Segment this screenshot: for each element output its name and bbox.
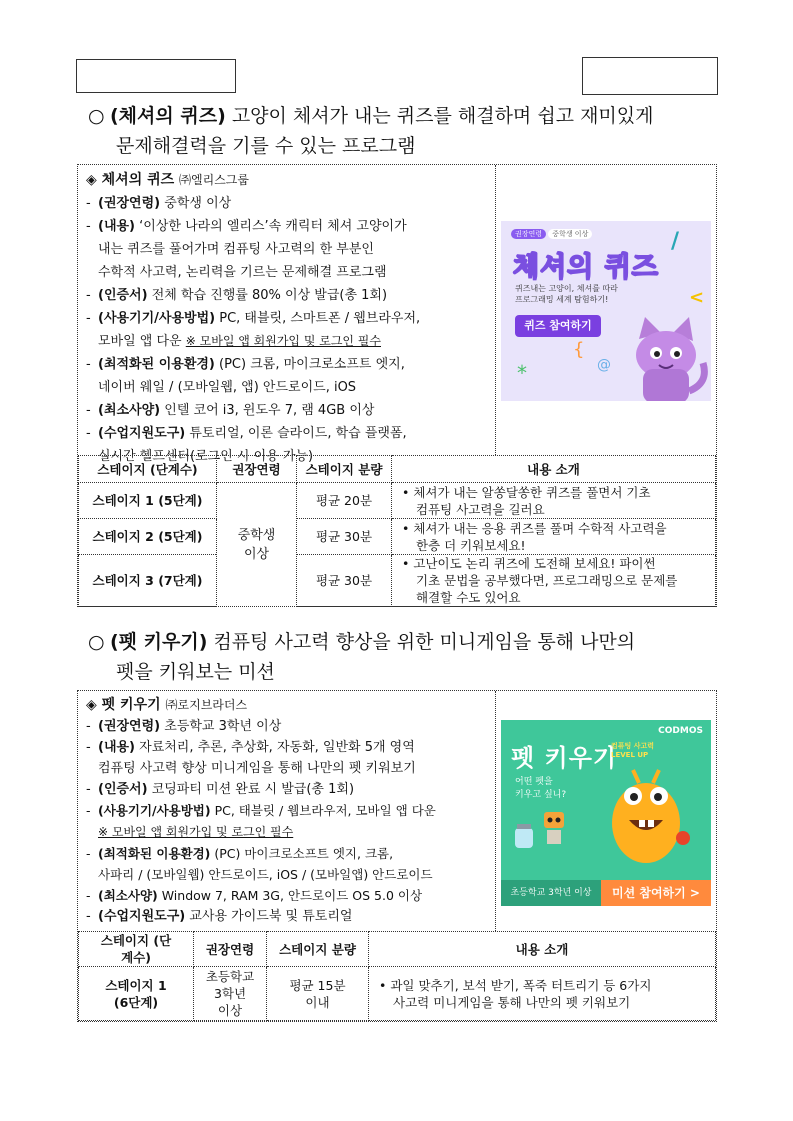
table-header: 스테이지 (단계수) [79,932,194,967]
list-item: - (최소사양) Window 7, RAM 3G, 안드로이드 OS 5.0 이상 [86,885,489,906]
list-item: - (최소사양) 인텔 코어 i3, 윈도우 7, 램 4GB 이상 [86,399,489,422]
list-item: - (내용) ‘이상한 나라의 엘리스’속 캐릭터 체셔 고양이가 내는 퀴즈를 풀어가며 컴퓨팅 사고력의 한 부분인 수학적 사고력, 논리력을 기르는 문제해결 프로그램 [86,215,489,284]
banner-tags: 권장연령 중학생 이상 [511,229,592,239]
age-cell: 중학생 이상 [217,483,297,607]
list-item: - (수업지원도구) 교사용 가이드북 및 튜토리얼 [86,906,489,927]
at-deco-icon: @ [597,357,611,373]
section1-heading-title: (체셔의 퀴즈) [110,105,226,127]
pet-raising-banner[interactable] [501,720,711,906]
table-header: 내용 소개 [369,932,716,967]
list-item: - (인증서) 코딩파티 미션 완료 시 발급(총 1회) [86,779,489,800]
banner-question: 어떤 펫을 키우고 싶니? [515,777,567,800]
login-note: ※ 모바일 앱 회원가입 및 로그인 필수 [98,825,294,839]
section2-company: ㈜로지브라더스 [165,698,248,712]
section1-box-title-text: 체셔의 퀴즈 [101,172,175,188]
header-box-left [76,59,236,93]
cat-icon [621,313,711,401]
section1-box [77,164,717,607]
table-row: 스테이지 3 (7단계) 평균 30분 • 고난이도 논리 퀴즈에 도전해 보세요! 파이썬 기초 문법을 공부했다면, 프로그래밍으로 문제를 해결할 수도 있어요 [79,555,716,607]
section1-company: ㈜엘리스그룹 [179,173,249,187]
pet-monster-icon [601,768,691,868]
table-row: 스테이지 2 (5단계) 평균 30분 • 체셔가 내는 응용 퀴즈를 풀며 수학적 사고력을 한층 더 키워보세요! [79,519,716,555]
level-up-badge: 컴퓨팅 사고력 LEVEL UP [611,742,655,759]
age-label: 초등학교 3학년 이상 [501,880,601,906]
list-item: - (사용기기/사용방법) PC, 태블릿, 스마트폰 / 웹브라우저, 모바일 앱 다운 ※ 모바일 앱 회원가입 및 로그인 필수 [86,307,489,353]
jar-icon [513,824,535,850]
chesher-quiz-banner[interactable] [501,221,711,401]
table-row: 스테이지 1 (5단계) 중학생 이상 평균 20분 • 체셔가 내는 알쏭달쏭한 퀴즈를 풀면서 기초 컴퓨팅 사고력을 길러요 [79,483,716,519]
section2-heading-desc: 컴퓨팅 사고력 향상을 위한 미니게임을 통해 나만의 [213,631,636,653]
banner-title: 체셔의 퀴즈 [513,252,659,283]
table-header: 스테이지 (단계수) [79,456,217,483]
circle-bullet-icon: ○ [88,105,105,127]
login-note: ※ 모바일 앱 회원가입 및 로그인 필수 [185,334,381,348]
section2-stage-table [78,931,716,1021]
list-item: - (권장연령) 초등학교 3학년 이상 [86,716,489,737]
section2-box [77,690,717,1022]
table-header: 권장연령 [217,456,297,483]
star-deco-icon: * [517,361,527,385]
table-header: 스테이지 분량 [297,456,392,483]
section2-box-title [86,695,489,716]
list-item: - (최적화된 이용환경) (PC) 마이크로소프트 엣지, 크롬, 사파리 / (모바일웹) 안드로이드, iOS / (모바일앱) 안드로이드 [86,843,489,885]
table-row: 스테이지 1 (6단계) 초등학교 3학년 이상 평균 15분 이내 • 과일 맞추기, 보석 받기, 폭죽 터트리기 등 6가지 사고력 미니게임을 통해 나만의 펫 키워보기 [79,967,716,1021]
table-header: 스테이지 분량 [267,932,369,967]
banner-subtitle: 퀴즈내는 고양이, 체셔를 따라 프로그래밍 세계 탐험하기! [515,284,618,304]
section1-stage-table [78,455,716,607]
section2-box-title-text: 펫 키우기 [101,697,161,713]
diamond-bullet-icon: ◈ [86,697,97,713]
brace-deco-icon: { [573,339,585,360]
list-item: - (수업지원도구) 튜토리얼, 이론 슬라이드, 학습 플랫폼, 실시간 헬프센터(로그인 시 이용 가능) [86,422,489,468]
section1-heading-desc: 고양이 체셔가 내는 퀴즈를 해결하며 쉽고 재미있게 [231,105,654,127]
list-item: - (권장연령) 중학생 이상 [86,192,489,215]
section2-heading [88,627,728,687]
brand-logo: CODMOS [658,726,703,736]
list-item: - (최적화된 이용환경) (PC) 크롬, 마이크로소프트 엣지, 네이버 웨일 / (모바일웹, 앱) 안드로이드, iOS [86,353,489,399]
list-item: - (사용기기/사용방법) PC, 태블릿 / 웹브라우저, 모바일 앱 다운 ※ 모바일 앱 회원가입 및 로그인 필수 [86,800,489,843]
section1-box-title [86,169,489,192]
slash-deco-icon: / [671,229,680,254]
list-item: - (내용) 자료처리, 추론, 추상화, 자동화, 일반화 5개 영역 컴퓨팅 사고력 향상 미니게임을 통해 나만의 펫 키워보기 [86,737,489,779]
circle-bullet-icon: ○ [88,631,105,653]
section2-heading-title: (펫 키우기) [110,631,208,653]
table-header: 내용 소개 [392,456,716,483]
section2-heading-desc-2: 펫을 키워보는 미션 [116,661,275,683]
list-item: - (인증서) 전체 학습 진행률 80% 이상 발급(총 1회) [86,284,489,307]
mission-join-button[interactable]: 미션 참여하기 > [601,880,711,906]
lt-deco-icon: < [689,287,705,308]
quiz-join-button[interactable]: 퀴즈 참여하기 [515,315,601,337]
section1-heading [88,101,728,161]
table-header: 권장연령 [194,932,267,967]
section1-heading-desc-2: 문제해결력을 기를 수 있는 프로그램 [116,135,416,157]
diamond-bullet-icon: ◈ [86,172,97,188]
section2-info [78,691,496,931]
section1-info [78,165,496,464]
robot-icon [539,810,569,850]
banner-title: 펫 키우기 [511,744,618,772]
header-box-right [582,57,718,95]
